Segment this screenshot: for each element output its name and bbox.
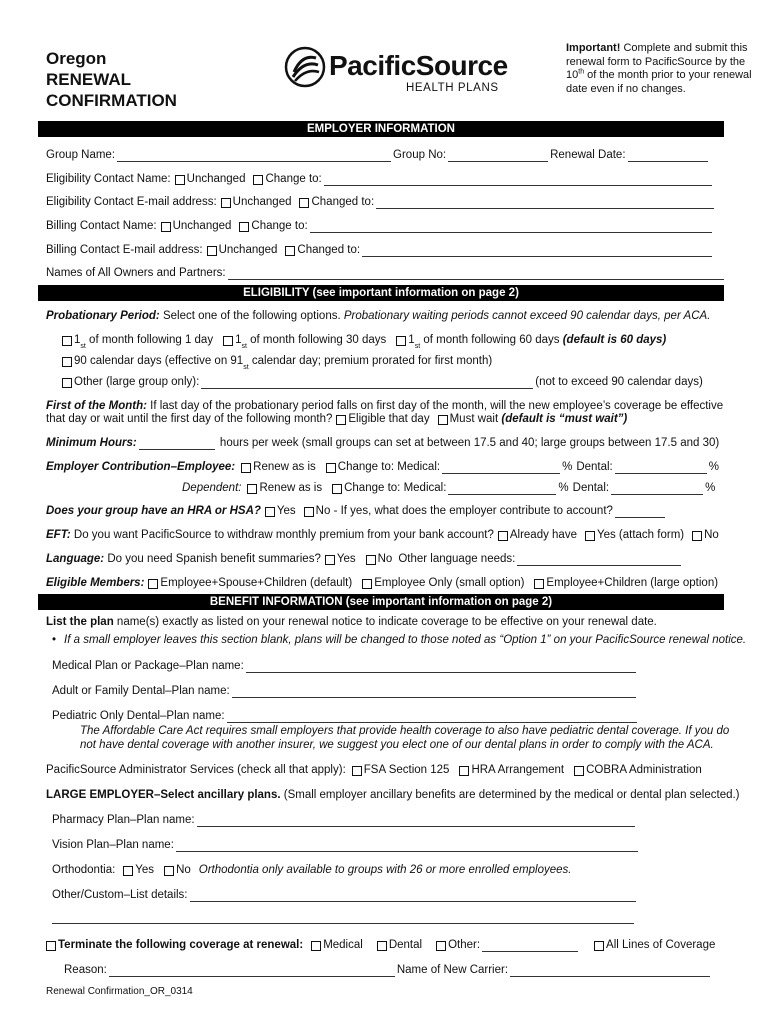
prob-other-checkbox[interactable] (62, 378, 72, 388)
elig-contact-email-row: Eligibility Contact E-mail address: Unchanged Changed to: (46, 195, 716, 209)
min-hours-field[interactable] (139, 438, 215, 450)
probationary-options-row: 1 st of month following 1 day 1 st of month following 30 days 1 st of month following 60 days (default is 60 days) (62, 333, 666, 347)
reason-field[interactable] (109, 965, 395, 977)
pediatric-dental-field[interactable] (227, 711, 637, 723)
bullet-note: • If a small employer leaves this section blank, plans will be changed to those noted as “Option 1” on your PacificSource renewal notice. (52, 634, 747, 646)
dep-change-checkbox[interactable] (332, 484, 342, 494)
fom-wait-checkbox[interactable] (438, 415, 448, 425)
other-custom-field[interactable] (190, 890, 636, 902)
hra-yes-checkbox[interactable] (265, 507, 275, 517)
other-language-field[interactable] (517, 554, 681, 566)
pediatric-dental-row: Pediatric Only Dental–Plan name: (52, 709, 639, 723)
dep-renew-checkbox[interactable] (247, 484, 257, 494)
elig-email-unchanged-checkbox[interactable] (221, 198, 231, 208)
new-carrier-field[interactable] (510, 965, 710, 977)
contrib-dependent-row: Dependent: Renew as is Change to: Medical: % Dental: % (182, 482, 716, 494)
eligible-members-row: Eligible Members: Employee+Spouse+Children (default) Employee Only (small option) Employee+Children (large option) (46, 577, 719, 589)
emp-medical-field[interactable] (442, 462, 560, 474)
billing-name-change-checkbox[interactable] (239, 222, 249, 232)
elig-email-change-checkbox[interactable] (299, 198, 309, 208)
pharmacy-plan-field[interactable] (197, 815, 635, 827)
eft-no-checkbox[interactable] (692, 531, 702, 541)
footer-form-id: Renewal Confirmation_OR_0314 (46, 986, 193, 997)
spanish-yes-checkbox[interactable] (325, 555, 335, 565)
ortho-no-checkbox[interactable] (164, 866, 174, 876)
members-employee-children-checkbox[interactable] (534, 579, 544, 589)
group-name-field[interactable] (117, 150, 391, 162)
adult-dental-row: Adult or Family Dental–Plan name: (52, 684, 638, 698)
pacificsource-logo: PacificSource HEALTH PLANS (284, 44, 494, 98)
adult-dental-field[interactable] (232, 686, 636, 698)
terminate-other-checkbox[interactable] (436, 941, 446, 951)
hra-row: Does your group have an HRA or HSA? Yes No - If yes, what does the employer contribute to account? (46, 504, 667, 518)
terminate-row: Terminate the following coverage at renewal: Medical Dental Other: All Lines of Coverage (46, 938, 715, 952)
hra-contribution-field[interactable] (615, 506, 665, 518)
prob-1-day-checkbox[interactable] (62, 336, 72, 346)
important-notice: Important! Complete and submit this renewal form to PacificSource by the 10th of the month prior to your renewal date even if no changes. (566, 42, 752, 95)
aca-note: The Affordable Care Act requires small employers that provide health coverage to also have pediatric dental coverage. If you do not have dental coverage with another insurer, we suggest you elect one of our dental plans in order to comply with the ACA. (80, 725, 730, 751)
eft-row: EFT: Do you want PacificSource to withdraw monthly premium from your bank account? Already have Yes (attach form) No (46, 529, 719, 541)
renewal-date-field[interactable] (628, 150, 708, 162)
terminate-checkbox[interactable] (46, 941, 56, 951)
contrib-employee-row: Employer Contribution–Employee: Renew as is Change to: Medical: % Dental: % (46, 461, 719, 473)
section-benefit: BENEFIT INFORMATION (see important information on page 2) (38, 594, 724, 610)
dep-dental-field[interactable] (611, 483, 703, 495)
large-employer-row: LARGE EMPLOYER–Select ancillary plans. (Small employer ancillary benefits are determined by the medical or dental plan selected.) (46, 789, 740, 801)
hra-arrangement-checkbox[interactable] (459, 766, 469, 776)
billing-contact-email-row: Billing Contact E-mail address: Unchanged Changed to: (46, 243, 714, 257)
members-esc-checkbox[interactable] (148, 579, 158, 589)
spanish-no-checkbox[interactable] (366, 555, 376, 565)
vision-row: Vision Plan–Plan name: (52, 838, 640, 852)
elig-email-change-field[interactable] (376, 197, 714, 209)
owners-field[interactable] (228, 268, 724, 280)
billing-contact-name-row: Billing Contact Name: Unchanged Change to: (46, 219, 714, 233)
page-title: Oregon RENEWAL CONFIRMATION (46, 49, 177, 110)
first-of-month-row-2: that day or wait until the first day of the following month? Eligible that day Must wait (default is “must wait”) (46, 413, 628, 425)
emp-renew-checkbox[interactable] (241, 463, 251, 473)
section-eligibility: ELIGIBILITY (see important information on page 2) (38, 285, 724, 301)
vision-plan-field[interactable] (176, 840, 638, 852)
terminate-medical-checkbox[interactable] (311, 941, 321, 951)
emp-dental-field[interactable] (615, 462, 707, 474)
hra-no-checkbox[interactable] (304, 507, 314, 517)
terminate-dental-checkbox[interactable] (377, 941, 387, 951)
dep-medical-field[interactable] (448, 483, 556, 495)
minimum-hours-row: Minimum Hours: hours per week (small groups can set at between 17.5 and 40; large groups between 17.5 and 30) (46, 437, 720, 449)
logo-mark-icon (284, 46, 326, 88)
billing-email-change-checkbox[interactable] (285, 246, 295, 256)
elig-name-unchanged-checkbox[interactable] (175, 175, 185, 185)
language-row: Language: Do you need Spanish benefit summaries? Yes No Other language needs: (46, 552, 683, 566)
admin-services-row: PacificSource Administrator Services (check all that apply): FSA Section 125 HRA Arrangement COBRA Administration (46, 764, 702, 776)
section-employer: EMPLOYER INFORMATION (38, 121, 724, 137)
prob-60-days-checkbox[interactable] (396, 336, 406, 346)
probationary-row: Probationary Period: Select one of the following options. Probationary waiting periods cannot exceed 90 calendar days, per ACA. (46, 310, 711, 322)
owners-row: Names of All Owners and Partners: (46, 266, 726, 280)
terminate-other-field[interactable] (482, 940, 578, 952)
prob-other-field[interactable] (201, 377, 533, 389)
emp-change-checkbox[interactable] (326, 463, 336, 473)
eft-already-checkbox[interactable] (498, 531, 508, 541)
reason-row: Reason: Name of New Carrier: (64, 963, 712, 977)
prob-90-days-checkbox[interactable] (62, 357, 72, 367)
first-of-month-row: First of the Month: If last day of the probationary period falls on first day of the month, will the new employee’s coverage be effective (46, 400, 724, 412)
medical-plan-field[interactable] (246, 661, 636, 673)
members-employee-only-checkbox[interactable] (362, 579, 372, 589)
pharmacy-row: Pharmacy Plan–Plan name: (52, 813, 637, 827)
cobra-checkbox[interactable] (574, 766, 584, 776)
other-custom-field-line2[interactable] (52, 922, 634, 924)
prob-30-days-checkbox[interactable] (223, 336, 233, 346)
elig-name-change-checkbox[interactable] (253, 175, 263, 185)
billing-email-unchanged-checkbox[interactable] (207, 246, 217, 256)
prob-other-row: Other (large group only): (not to exceed 90 calendar days) (62, 375, 703, 389)
ortho-yes-checkbox[interactable] (123, 866, 133, 876)
fom-eligible-checkbox[interactable] (336, 415, 346, 425)
list-plan-row: List the plan name(s) exactly as listed on your renewal notice to indicate coverage to be effective on your renewal date. (46, 616, 657, 628)
other-custom-row: Other/Custom–List details: (52, 888, 638, 902)
prob-90-days-row: 90 calendar days (effective on 91 st calendar day; premium prorated for first month) (62, 354, 492, 368)
medical-plan-row: Medical Plan or Package–Plan name: (52, 659, 638, 673)
group-row: Group Name: Group No: Renewal Date: (46, 148, 710, 162)
orthodontia-row: Orthodontia: Yes No Orthodontia only available to groups with 26 or more enrolled employees. (52, 864, 572, 876)
elig-contact-name-row: Eligibility Contact Name: Unchanged Change to: (46, 172, 714, 186)
billing-email-change-field[interactable] (362, 245, 712, 257)
group-no-field[interactable] (448, 150, 548, 162)
terminate-all-checkbox[interactable] (594, 941, 604, 951)
eft-yes-checkbox[interactable] (585, 531, 595, 541)
billing-name-change-field[interactable] (310, 221, 712, 233)
fsa-checkbox[interactable] (352, 766, 362, 776)
billing-name-unchanged-checkbox[interactable] (161, 222, 171, 232)
elig-name-change-field[interactable] (324, 174, 712, 186)
